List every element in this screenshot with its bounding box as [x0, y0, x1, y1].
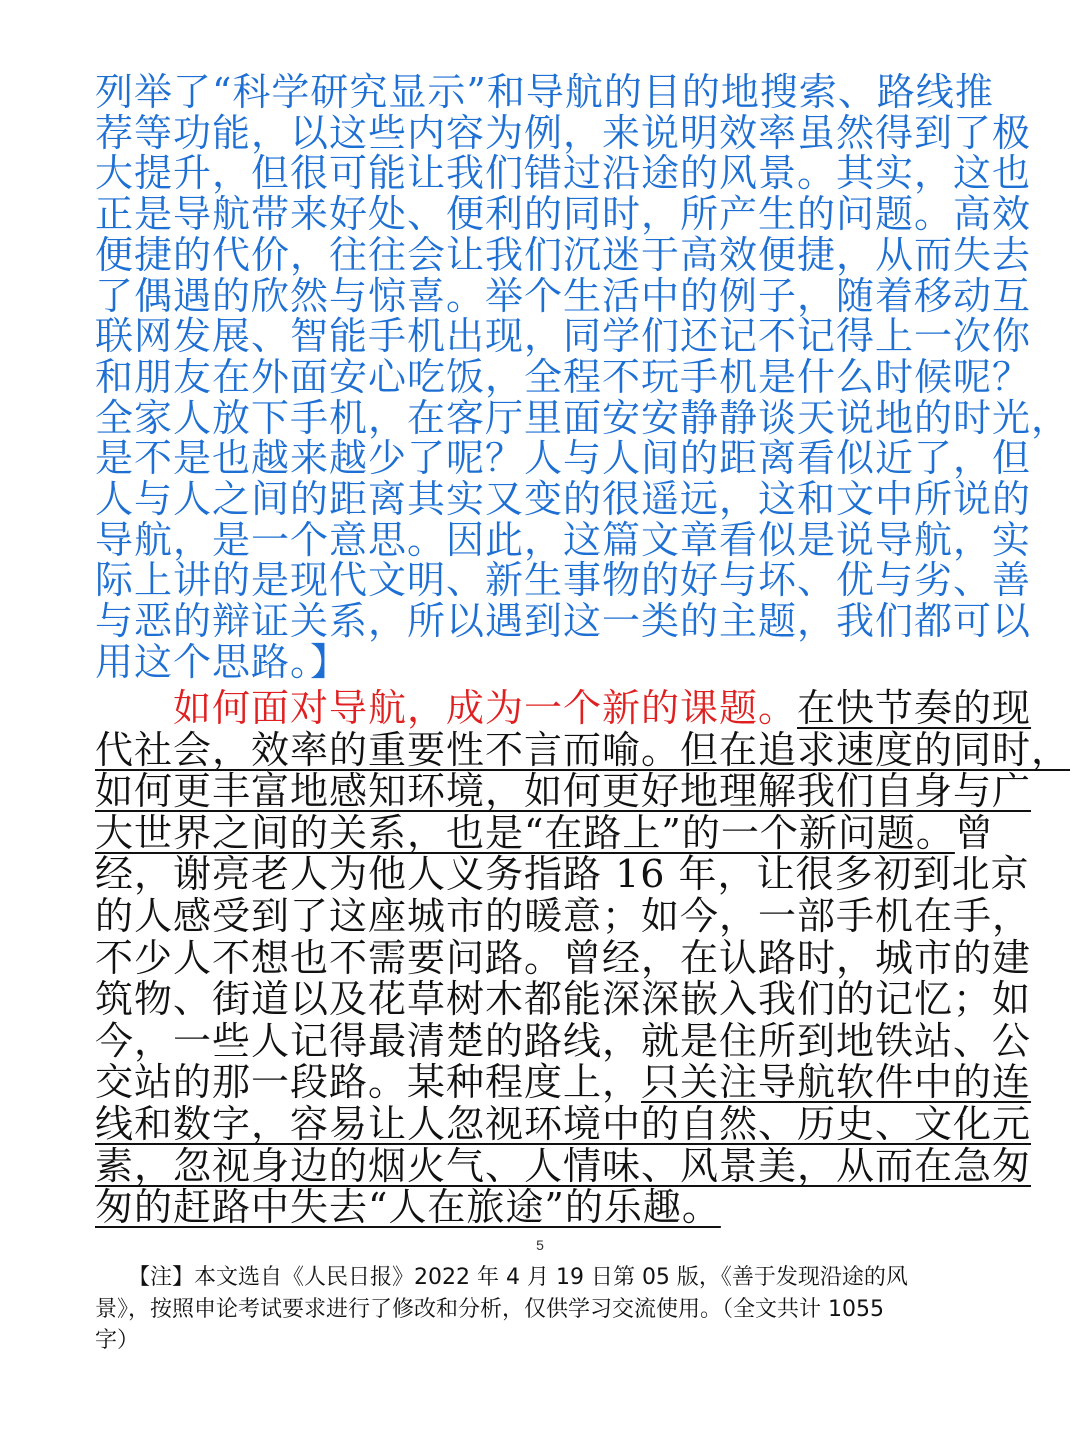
- underlined-text: 大世界之间的关系，也是“在路上”的一个新问题。: [95, 810, 955, 855]
- main-line: [95, 686, 1032, 730]
- blue-line: 与恶的辩证关系，所以遇到这一类的主题，我们都可以: [95, 599, 1032, 644]
- main-line: [95, 810, 994, 855]
- main-line: [95, 1143, 1032, 1188]
- blue-line: 大提升，但很可能让我们错过沿途的风景。其实，这也: [95, 151, 1032, 196]
- blue-line: 荐等功能，以这些内容为例，来说明效率虽然得到了极: [95, 110, 1032, 155]
- note-line: 字）: [95, 1328, 140, 1353]
- main-line: [95, 1187, 990, 1229]
- underlined-text: 只关注导航软件中的连: [641, 1060, 1032, 1105]
- note-line: 【注】本文选自《人民日报》2022 年 4 月 19 日第 05 版，《善于发现沿途的风: [95, 1265, 908, 1290]
- red-heading-sentence: 如何面对导航，成为一个新的课题。: [173, 686, 798, 730]
- underlined-text: 素，忽视身边的烟火气、人情味、风景美，从而在急匆: [95, 1143, 1032, 1188]
- blue-line: 和朋友在外面安心吃饭，全程不玩手机是什么时候呢？: [95, 354, 1032, 399]
- underlined-text: 代社会，效率的重要性不言而喻。但在追求速度的同时，: [95, 727, 1071, 772]
- main-line: [95, 1060, 1032, 1105]
- underlined-text: 线和数字，容易让人忽视环境中的自然、历史、文化元: [95, 1101, 1032, 1146]
- underlined-text: 匆的赶路中失去“人在旅途”的乐趣。: [95, 1185, 721, 1230]
- blue-line: 人与人之间的距离其实又变的很遥远，这和文中所说的: [95, 477, 1032, 522]
- underlined-text: 如何更丰富地感知环境，如何更好地理解我们自身与广: [95, 769, 1032, 814]
- blue-line: 列举了“科学研究显示”和导航的目的地搜索、路线推: [95, 70, 994, 114]
- blue-line: 际上讲的是现代文明、新生事物的好与坏、优与劣、善: [95, 558, 1032, 603]
- main-line: 筑物、街道以及花草树木都能深深嵌入我们的记忆；如: [95, 977, 1032, 1022]
- paragraph-indent: [95, 686, 173, 730]
- blue-line: 正是导航带来好处、便利的同时，所产生的问题。高效: [95, 192, 1032, 237]
- blue-line: 导航，是一个意思。因此，这篇文章看似是说导航，实: [95, 517, 1032, 562]
- page-number: 5: [536, 1237, 544, 1253]
- main-line: 今，一些人记得最清楚的路线，就是住所到地铁站、公: [95, 1018, 1032, 1063]
- blue-line: 是不是也越来越少了呢？人与人间的距离看似近了，但: [95, 436, 1032, 481]
- main-line: 不少人不想也不需要问路。曾经，在认路时，城市的建: [95, 935, 1032, 980]
- main-line: [95, 1101, 1032, 1146]
- main-line: 经，谢亮老人为他人义务指路 16 年，让很多初到北京: [95, 852, 1030, 897]
- line-tail: 曾: [954, 810, 994, 855]
- blue-commentary-paragraph: [95, 70, 1071, 684]
- blue-line: 了偶遇的欣然与惊喜。举个生活中的例子，随着移动互: [95, 273, 1032, 318]
- underlined-text: 在快节奏的现: [797, 686, 1032, 730]
- main-line: 的人感受到了这座城市的暖意；如今，一部手机在手，: [95, 893, 1032, 938]
- main-line: [95, 727, 1071, 772]
- source-note: [95, 1262, 975, 1357]
- main-line: [95, 769, 1032, 814]
- blue-line: 用这个思路。】: [95, 639, 350, 684]
- blue-line: 全家人放下手机，在客厅里面安安静静谈天说地的时光，: [95, 395, 1071, 440]
- note-line: 景》，按照申论考试要求进行了修改和分析，仅供学习交流使用。（全文共计 1055: [95, 1296, 884, 1322]
- main-article-paragraph: [95, 686, 1071, 1230]
- blue-line: 联网发展、智能手机出现，同学们还记不记得上一次你: [95, 314, 1032, 359]
- plain-text: 交站的那一段路。某种程度上，: [95, 1060, 642, 1105]
- blue-line: 便捷的代价，往往会让我们沉迷于高效便捷，从而失去: [95, 232, 1032, 277]
